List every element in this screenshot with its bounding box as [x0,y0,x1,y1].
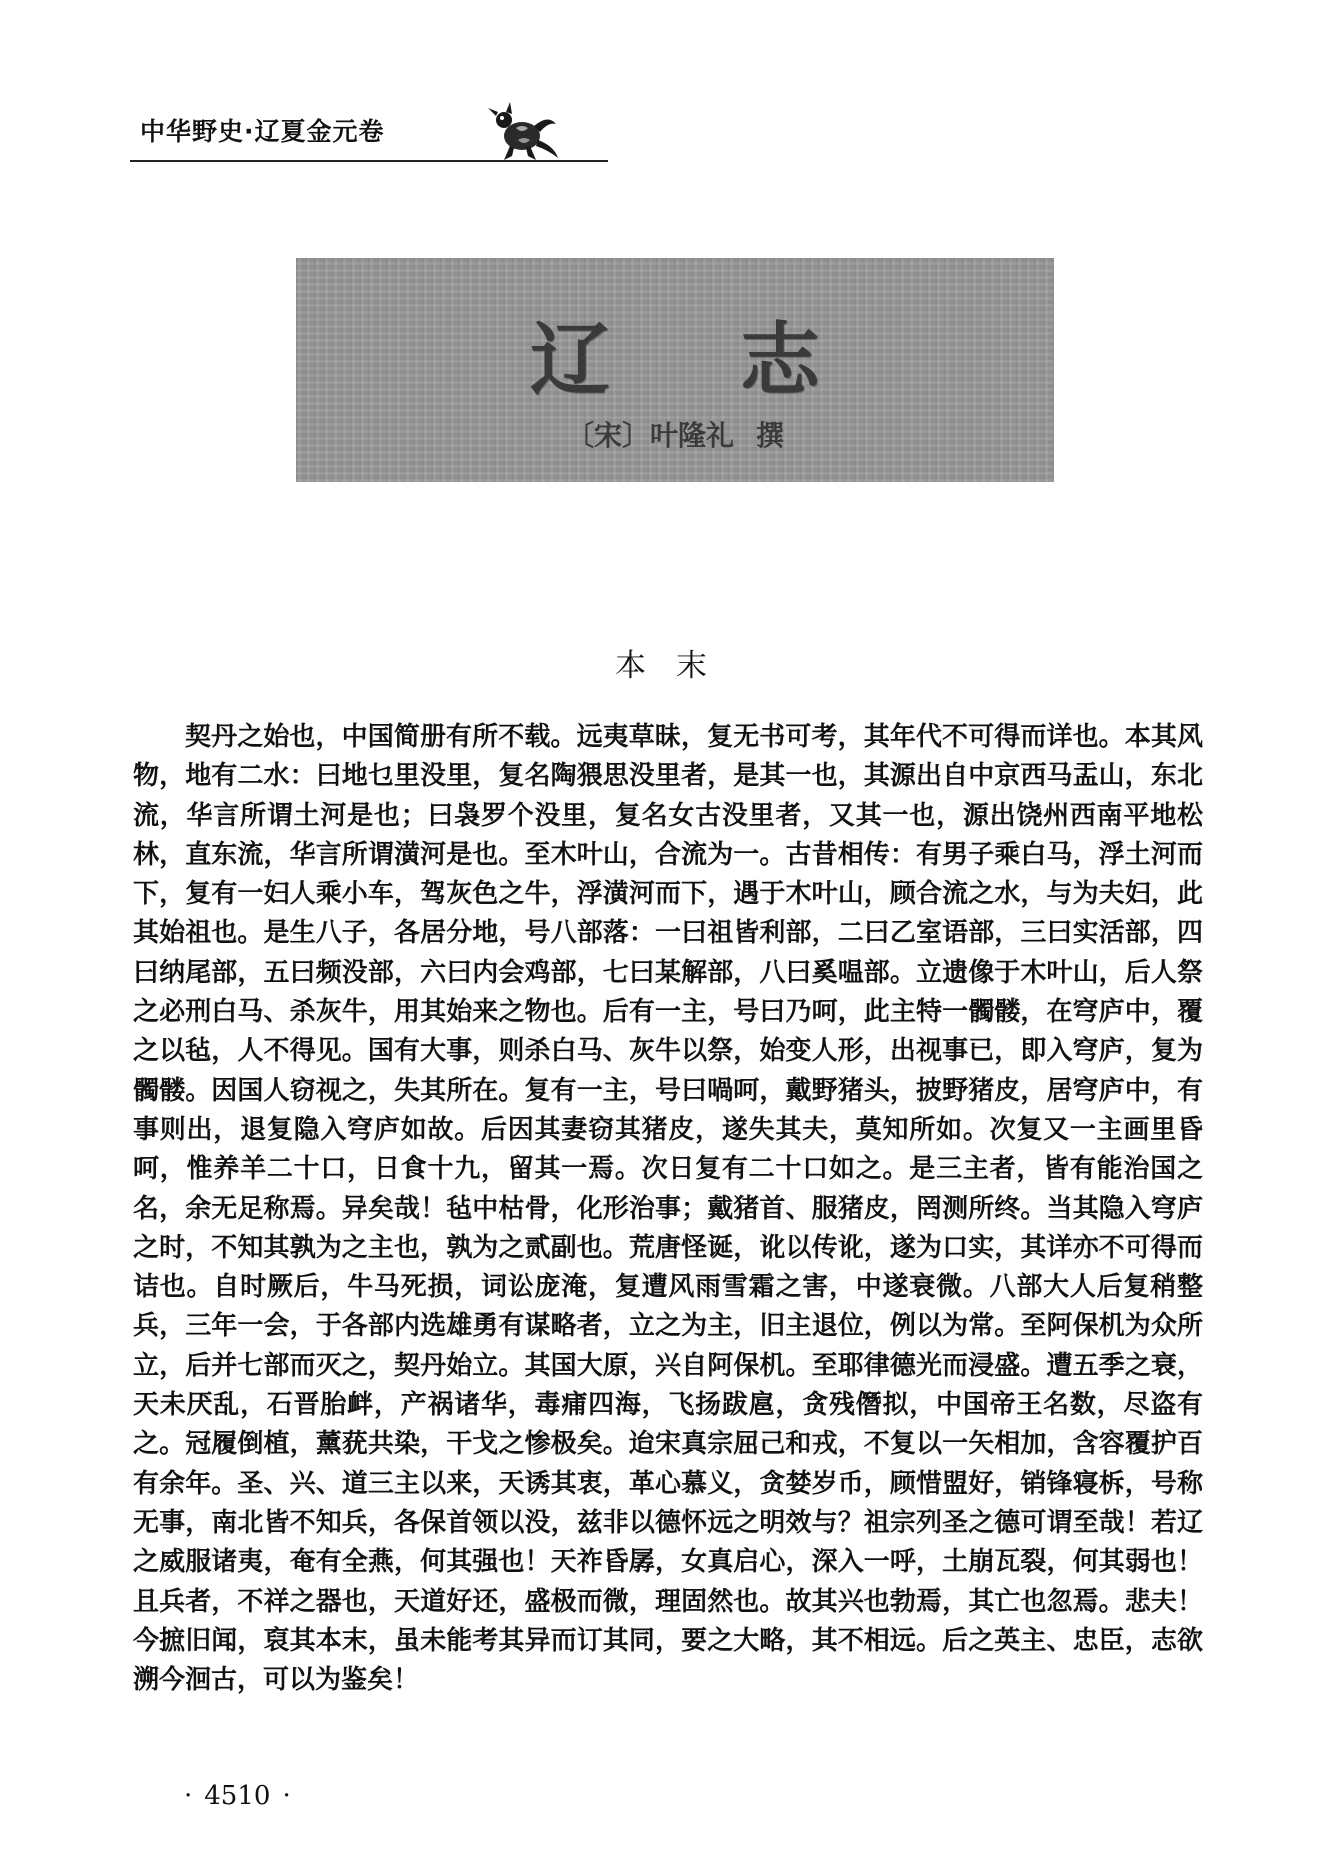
page-number [172,1781,303,1811]
section-heading: 本末 [615,648,737,684]
page-number-dot-right: · [282,1781,291,1811]
author-name: 〔宋〕叶隆礼 [565,419,734,452]
book-title: 辽志 [530,314,950,407]
page-number-dot-left: · [184,1781,193,1811]
author-credit [296,414,1054,454]
header-rule [130,160,608,162]
page-number-value: 4510 [204,1781,271,1811]
dragon-emblem-icon [482,96,562,166]
body-paragraph: 契丹之始也，中国简册有所不载。远夷草昧，复无书可考，其年代不可得而详也。本其风物，地有二水：曰地乜里没里，复名陶猥思没里者，是其一也，其源出自中京西马盂山，东北流，华言所谓土河是也；曰袅罗个没里，复名女古没里者，又其一也，源出饶州西南平地松林，直东流，华言所谓潢河是也。至木叶山，合流为一。古昔相传：有男子乘白马，浮土河而下，复有一妇人乘小车，驾灰色之牛，浮潢河而下，遇于木叶山，顾合流之水，与为夫妇，此其始祖也。是生八子，各居分地，号八部落：一曰祖皆利部，二曰乙室语部，三曰实活部，四曰纳尾部，五曰频没部，六曰内会鸡部，七曰某解部，八曰奚嗢部。立遗像于木叶山，后人祭之必刑白马、杀灰牛，用其始来之物也。后有一主，号曰乃呵，此主特一髑髅，在穹庐中，覆之以毡，人不得见。国有大事，则杀白马、灰牛以祭，始变人形，出视事已，即入穹庐，复为髑髅。因国人窃视之，失其所在。复有一主，号曰喎呵，戴野猪头，披野猪皮，居穹庐中，有事则出，退复隐入穹庐如故。后因其妻窃其猪皮，遂失其夫，莫知所如。次复又一主画里昏呵，惟养羊二十口，日食十九，留其一焉。次日复有二十口如之。是三主者，皆有能治国之名，余无足称焉。异矣哉！毡中枯骨，化形治事；戴猪首、服猪皮，罔测所终。当其隐入穹庐之时，不知其孰为之主也，孰为之贰副也。荒唐怪诞，讹以传讹，遂为口实，其详亦不可得而诘也。自时厥后，牛马死损，词讼庞淹，复遭风雨雪霜之害，中遂衰微。八部大人后复稍整兵，三年一会，于各部内选雄勇有谋略者，立之为主，旧主退位，例以为常。至阿保机为众所立，后并七部而灭之，契丹始立。其国大原，兴自阿保机。至耶律德光而浸盛。遭五季之衰，天未厌乱，石晋胎衅，产祸诸华，毒痡四海，飞扬跋扈，贪残僭拟，中国帝王名数，尽盗有之。冠履倒植，薰莸共染，干戈之惨极矣。迨宋真宗屈己和戎，不复以一矢相加，含容覆护百有余年。圣、兴、道三主以来，天诱其衷，革心慕义，贪婪岁币，顾惜盟好，销锋寝柝，号称无事，南北皆不知兵，各保首领以没，兹非以德怀远之明效与？祖宗列圣之德可谓至哉！若辽之威服诸夷，奄有全燕，何其强也！天祚昏孱，女真启心，深入一呼，土崩瓦裂，何其弱也！且兵者，不祥之器也，天道好还，盛极而微，理固然也。故其兴也勃焉，其亡也忽焉。悲夫！今摭旧闻，裒其本末，虽未能考其异而订其同，要之大略，其不相远。后之英主、忠臣，志欲溯今洄古，可以为鉴矣！ [133,722,1203,1696]
book-series-title: 中华野史·辽夏金元卷 [140,117,385,146]
author-role: 撰 [756,419,785,452]
title-banner [296,258,1054,482]
